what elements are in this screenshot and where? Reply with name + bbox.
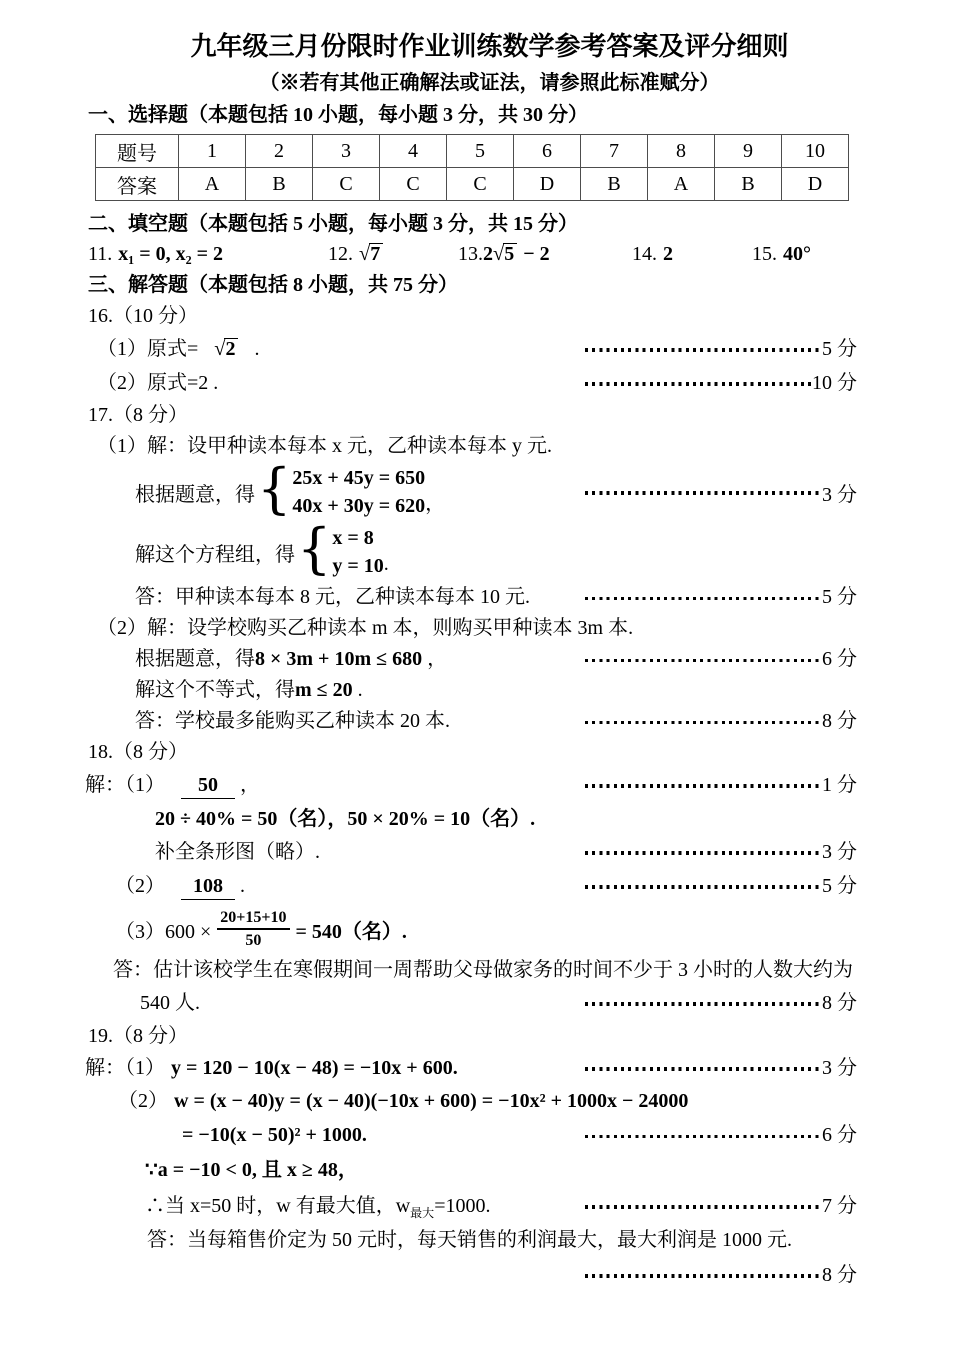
score-label: 5 分: [822, 338, 857, 360]
score-label: 6 分: [822, 648, 857, 670]
q16-part1-text: （1）原式=: [97, 338, 199, 360]
q17-part2-answer-row: [0, 706, 979, 737]
fraction-denominator: 50: [245, 932, 262, 949]
q17-part2-inequality-row: [0, 644, 979, 675]
score-label: 8 分: [822, 992, 857, 1014]
page-title: 九年级三月份限时作业训练数学参考答案及评分细则: [190, 32, 789, 61]
q13-prefix: 2: [483, 243, 493, 265]
q17-system1-equations: [292, 464, 425, 520]
score-leader: [585, 1257, 857, 1293]
fill-answers-row: [0, 239, 979, 269]
q18-label: 18.（8 分）: [88, 741, 188, 763]
table-cell: B: [581, 168, 648, 201]
dotted-leader: [585, 1067, 821, 1071]
q17-part1-setup: （1）解：设甲种读本每本 x 元，乙种读本每本 y 元.: [97, 435, 552, 457]
table-cell: D: [514, 168, 581, 201]
q19-since-line: ∵a = −10 < 0, 且 x ≥ 48，: [145, 1159, 358, 1181]
score-leader: [585, 986, 857, 1020]
q18-answer-line2-row: [0, 986, 979, 1020]
q16-part2-text: （2）原式=2 .: [97, 372, 219, 394]
q17-system1-tail: ，: [425, 493, 446, 515]
q18-part1-prefix: 解：（1）: [85, 774, 165, 796]
score-label: 10 分: [812, 372, 857, 394]
q18-part1-tail: ，: [240, 774, 260, 796]
q18-part1-chart-row: [0, 836, 979, 868]
q13-sqrt: [493, 243, 517, 265]
q18-part1-blank-answer: 50: [181, 773, 235, 799]
q17-part2-ineq-tail: ，: [422, 648, 448, 670]
q14-value: 2: [663, 243, 673, 265]
q17-part2-solve-row: [0, 675, 979, 706]
row-header-number: 题号: [96, 135, 179, 168]
equation: y = 10: [332, 555, 384, 577]
q17-part2-solve-intro: 解这个不等式，得: [135, 679, 295, 701]
q16-label: 16.（10 分）: [88, 305, 198, 327]
left-brace: {: [297, 517, 332, 580]
q17-label: 17.（8 分）: [88, 404, 188, 426]
q13-radicand: 5: [503, 243, 517, 265]
q19-label: 19.（8 分）: [88, 1025, 188, 1047]
radical-sign: √: [493, 243, 505, 265]
score-leader: [585, 1188, 857, 1224]
q18-part3-prefix: （3）600 ×: [115, 920, 212, 943]
q17-part2-ineq-intro: 根据题意，得: [135, 648, 255, 670]
q19-part2-line1-row: [0, 1084, 979, 1118]
table-cell: 1: [179, 135, 246, 168]
q16-part1-sqrt: [214, 338, 238, 360]
score-leader: [585, 1118, 857, 1153]
score-label: 6 分: [822, 1124, 857, 1146]
score-label: 8 分: [822, 1264, 857, 1286]
table-cell: D: [782, 168, 849, 201]
fill-answer-13: [458, 239, 632, 269]
score-leader: [585, 1052, 857, 1084]
dotted-leader: [585, 784, 821, 788]
q19-part2-equation2: = −10(x − 50)² + 1000.: [182, 1124, 367, 1146]
page-subtitle: （※若有其他正确解法或证法，请参照此标准赋分）: [259, 72, 720, 94]
table-row-numbers: [96, 135, 849, 168]
q17-part2-solve-math: m ≤ 20: [295, 679, 353, 701]
q18-part3-suffix: = 540（名）.: [295, 920, 407, 943]
q18-part3-row: [0, 904, 979, 954]
q16-part1-radicand: 2: [224, 338, 238, 360]
q17-part2-ineq-math: 8 × 3m + 10m ≤ 680: [255, 648, 423, 670]
q12-radicand: 7: [369, 243, 383, 265]
q15-label: 15.: [752, 243, 777, 265]
score-label: 3 分: [822, 483, 857, 506]
fill-answer-11: [88, 239, 328, 269]
q12-sqrt: [359, 243, 383, 265]
table-cell: 9: [715, 135, 782, 168]
dotted-leader: [585, 1002, 821, 1006]
q19-part2-equation1: w = (x − 40)y = (x − 40)(−10x + 600) = −10x² + 1000x − 24000: [174, 1090, 689, 1112]
q17-system1-intro: 根据题意，得: [135, 483, 255, 506]
table-cell: A: [179, 168, 246, 201]
section-solve-heading: 三、解答题（本题包括 8 小题，共 75 分）: [88, 274, 458, 296]
dotted-leader: [585, 721, 821, 725]
q16-part1-row: [0, 332, 979, 366]
q17-part2-solve-tail: .: [352, 679, 363, 701]
q19-therefore-text: ∴当 x=50 时，w 有最大值，w: [145, 1195, 411, 1217]
table-cell: B: [715, 168, 782, 201]
q18-part1-calculation: 20 ÷ 40% = 50（名），50 × 20% = 10（名）.: [155, 808, 536, 830]
score-label: 7 分: [822, 1195, 857, 1217]
q17-system2-intro: 解这个方程组，得: [135, 543, 295, 566]
table-cell: 3: [313, 135, 380, 168]
dotted-leader: [585, 885, 821, 889]
radical-sign: √: [359, 243, 371, 265]
q19-therefore-row: [0, 1188, 979, 1224]
q14-label: 14.: [632, 243, 657, 265]
q19-w-subscript: 最大: [410, 1206, 435, 1220]
score-leader: [585, 366, 857, 400]
q18-part1-blank-row: [0, 768, 979, 802]
dotted-leader: [585, 491, 821, 495]
q18-part2-blank-answer: 108: [181, 874, 235, 900]
q11-value: x₁ = 0, x₂ = 2: [118, 243, 224, 265]
q17-part2-setup: （2）解：设学校购买乙种读本 m 本，则购买甲种读本 3m 本.: [97, 617, 634, 639]
q19-part2-line2-row: [0, 1118, 979, 1153]
score-leader: [585, 768, 857, 802]
q11-label: 11.: [88, 243, 113, 265]
dotted-leader: [585, 1205, 821, 1209]
q18-part2-row: [0, 868, 979, 904]
q19-final-score-row: [0, 1257, 979, 1293]
equation: 25x + 45y = 650: [292, 467, 426, 489]
q18-part2-tail: .: [240, 875, 245, 897]
score-leader: [585, 706, 857, 737]
table-cell: C: [447, 168, 514, 201]
table-cell: 2: [246, 135, 313, 168]
score-leader: [585, 868, 857, 904]
answer-table-wrap: [95, 134, 979, 201]
q19-answer-line: 答：当每箱售价定为 50 元时，每天销售的利润最大，最大利润是 1000 元.: [147, 1229, 792, 1251]
dotted-leader: [585, 597, 821, 601]
table-cell: 6: [514, 135, 581, 168]
q16-part1-period: .: [254, 338, 260, 360]
fill-answer-15: [752, 239, 811, 269]
table-cell: 8: [648, 135, 715, 168]
dotted-leader: [585, 382, 811, 386]
fraction: [217, 908, 289, 950]
score-leader: [585, 644, 857, 675]
score-leader: [585, 462, 857, 522]
score-label: 3 分: [822, 841, 857, 863]
q19-therefore-value: =1000.: [434, 1195, 491, 1217]
left-brace: {: [257, 457, 292, 520]
table-cell: 7: [581, 135, 648, 168]
score-leader: [585, 332, 857, 366]
score-label: 8 分: [822, 710, 857, 732]
radical-sign: √: [214, 338, 226, 360]
fill-answer-14: [632, 239, 752, 269]
row-header-answer: 答案: [96, 168, 179, 201]
score-leader: [585, 582, 857, 613]
table-cell: 4: [380, 135, 447, 168]
dotted-leader: [585, 1274, 821, 1278]
q16-part2-row: [0, 366, 979, 400]
q17-system2-equations: [332, 524, 383, 580]
q17-system2-row: [0, 517, 979, 582]
q19-part1-equation: y = 120 − 10(x − 48) = −10x + 600.: [171, 1057, 458, 1079]
q18-answer-line1: 答：估计该校学生在寒假期间一周帮助父母做家务的时间不少于 3 小时的人数大约为: [113, 959, 853, 981]
fraction-numerator: 20+15+10: [217, 908, 289, 930]
q17-part1-answer-row: [0, 582, 979, 613]
table-cell: A: [648, 168, 715, 201]
equation: x = 8: [332, 527, 374, 549]
score-leader: [585, 836, 857, 868]
dotted-leader: [585, 1135, 821, 1139]
q17-system2-tail: .: [383, 553, 389, 575]
q13-suffix: − 2: [523, 243, 550, 265]
score-label: 3 分: [822, 1057, 857, 1079]
q12-label: 12.: [328, 243, 353, 265]
answer-table: [95, 134, 849, 201]
q17-part1-answer: 答：甲种读本每本 8 元，乙种读本每本 10 元.: [135, 586, 530, 608]
dotted-leader: [585, 851, 821, 855]
q19-part2-prefix: （2）: [118, 1090, 168, 1112]
q19-part1-prefix: 解：（1）: [85, 1057, 165, 1079]
q18-answer-line2: 540 人.: [140, 992, 200, 1014]
q17-system1-row: [0, 457, 979, 522]
table-cell: B: [246, 168, 313, 201]
dotted-leader: [585, 348, 821, 352]
equation: 40x + 30y = 620: [292, 495, 426, 517]
q18-part2-prefix: （2）: [115, 875, 165, 897]
table-cell: 5: [447, 135, 514, 168]
dotted-leader: [585, 659, 821, 663]
q19-part1-row: [0, 1052, 979, 1084]
table-cell: C: [313, 168, 380, 201]
q18-part1-chart-note: 补全条形图（略）.: [155, 841, 320, 863]
table-row-answers: [96, 168, 849, 201]
score-label: 5 分: [822, 586, 857, 608]
table-cell: C: [380, 168, 447, 201]
section-choice-heading: 一、选择题（本题包括 10 小题，每小题 3 分，共 30 分）: [88, 104, 588, 126]
q13-label: 13.: [458, 243, 483, 265]
score-label: 5 分: [822, 875, 857, 897]
fill-answer-12: [328, 239, 458, 269]
q17-part2-answer: 答：学校最多能购买乙种读本 20 本.: [135, 710, 450, 732]
section-fill-heading: 二、填空题（本题包括 5 小题，每小题 3 分，共 15 分）: [88, 213, 578, 235]
score-label: 1 分: [822, 774, 857, 796]
q15-value: 40°: [783, 243, 811, 265]
table-cell: 10: [782, 135, 849, 168]
